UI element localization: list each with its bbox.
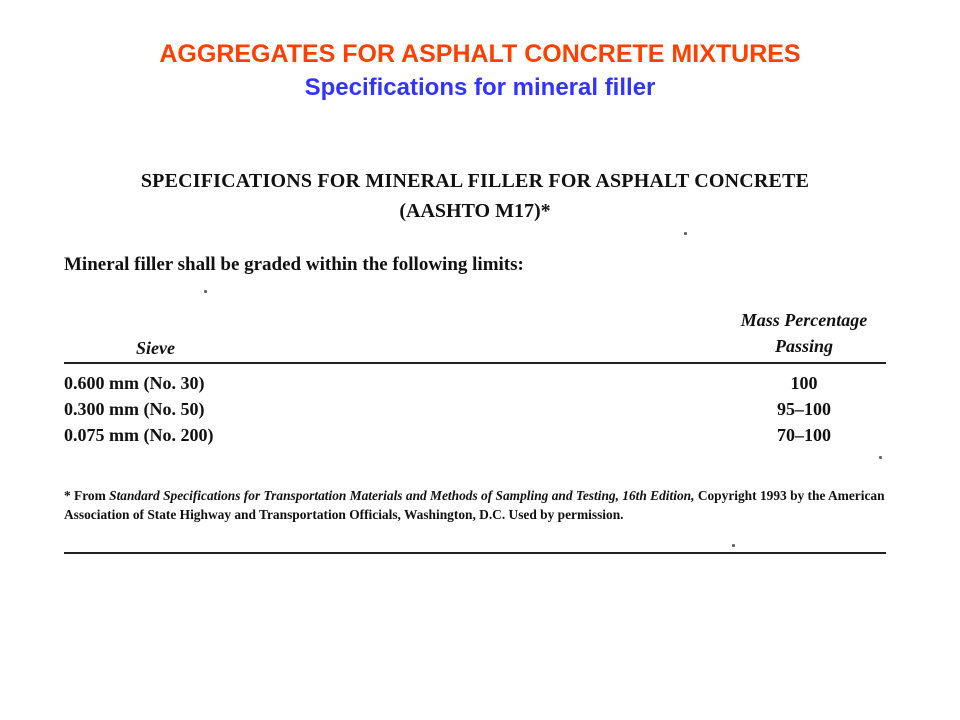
sieve-cell: 0.300 mm (No. 50) <box>64 399 205 419</box>
table-row <box>64 370 886 396</box>
sieve-cell: 0.075 mm (No. 200) <box>64 425 214 445</box>
scan-speck <box>684 232 687 235</box>
footnote <box>64 486 886 524</box>
spec-heading-standard: (AASHTO M17)* <box>399 200 551 222</box>
table-row <box>64 422 886 448</box>
scan-speck <box>732 544 735 547</box>
table-row <box>64 396 886 422</box>
scan-speck <box>204 290 207 293</box>
specification-table-image <box>64 168 886 568</box>
slide-title: AGGREGATES FOR ASPHALT CONCRETE MIXTURES <box>159 40 801 68</box>
spec-intro: Mineral filler shall be graded within the following limits: <box>64 254 524 275</box>
slide-subtitle: Specifications for mineral filler <box>304 74 656 101</box>
footnote-source: Standard Specifications for Transportation Materials and Methods of Sampling and Testing, 16th Edition, <box>109 488 695 503</box>
column-header-sieve: Sieve <box>136 338 175 358</box>
spec-heading: SPECIFICATIONS FOR MINERAL FILLER FOR ASPHALT CONCRETE <box>140 170 810 192</box>
passing-cell: 95–100 <box>777 399 831 419</box>
table-rule-top <box>64 362 886 364</box>
sieve-cell: 0.600 mm (No. 30) <box>64 373 205 393</box>
footnote-prefix: * From <box>64 488 110 503</box>
scan-speck <box>879 456 882 459</box>
footnote-copyright: Copyright 1993 by the American Association of State Highway and Transportation Officials, Washington, D.C. Used by permission. <box>64 488 885 522</box>
table-rule-bottom <box>64 552 886 554</box>
column-header-mass: Mass Percentage <box>740 310 868 330</box>
passing-cell: 70–100 <box>777 425 831 445</box>
column-header-passing: Passing <box>774 336 834 356</box>
passing-cell: 100 <box>790 373 818 393</box>
